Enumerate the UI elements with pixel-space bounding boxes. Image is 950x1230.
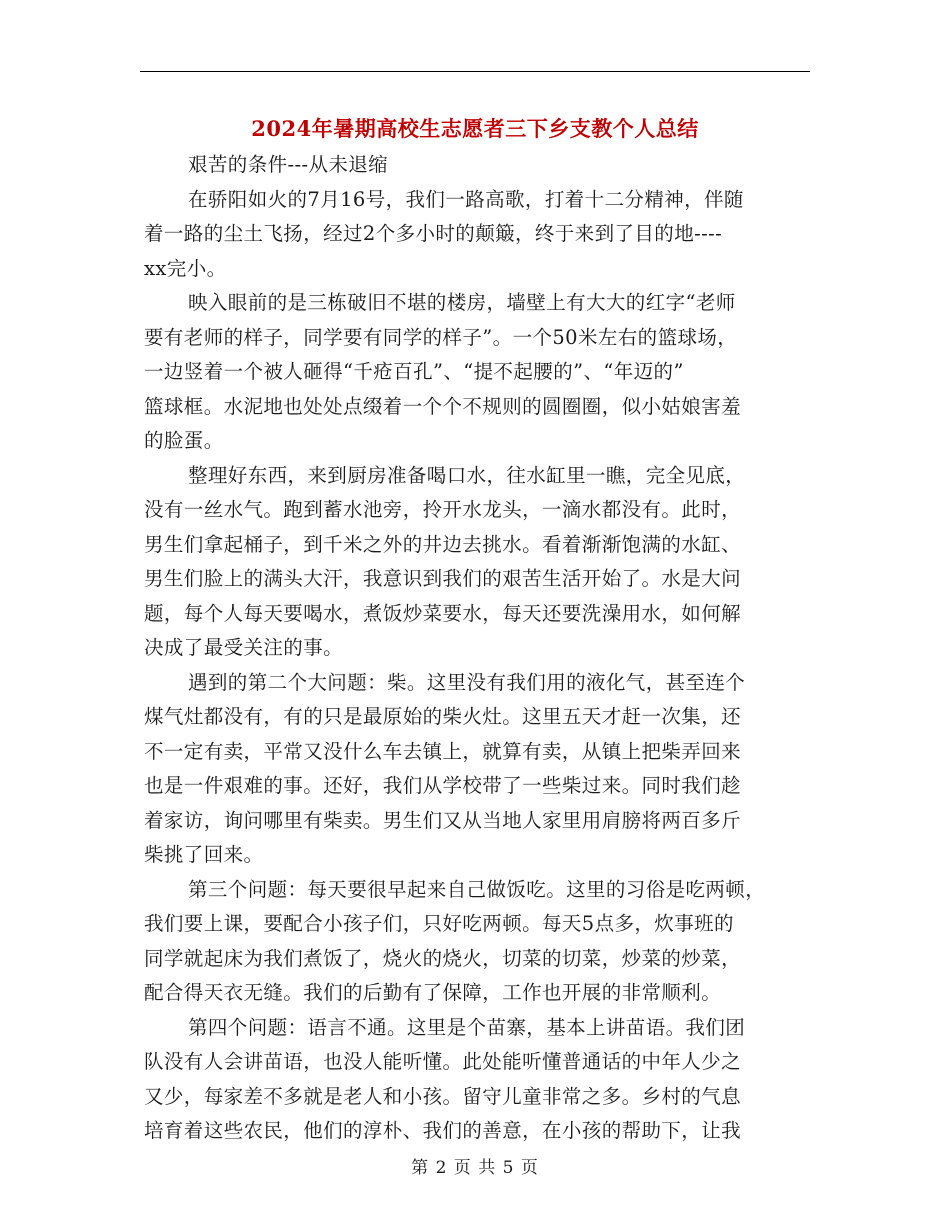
text-line: 柴挑了回来。 <box>144 843 264 866</box>
text-line: 遇到的第二个大问题：柴。这里没有我们用的液化气，甚至连个 <box>188 670 746 694</box>
text-line: 第三个问题：每天要很早起来自己做饭吃。这里的习俗是吃两顿， <box>188 877 766 901</box>
text-line: 在骄阳如火的7月16号，我们一路高歌，打着十二分精神，伴随 <box>188 187 744 211</box>
text-line: 煤气灶都没有，有的只是最原始的柴火灶。这里五天才赶一次集，还 <box>144 705 742 728</box>
text-line: 要有老师的样子，同学要有同学的样子”。一个50米左右的篮球场， <box>144 325 738 349</box>
header-rule <box>140 71 810 72</box>
text-line: 不一定有卖，平常又没什么车去镇上，就算有卖，从镇上把柴弄回来 <box>144 739 742 763</box>
text-line: xx完小。 <box>144 256 227 280</box>
text-line: 没有一丝水气。跑到蓄水池旁，拎开水龙头，一滴水都没有。此时， <box>144 498 742 521</box>
text-line: 决成了最受关注的事。 <box>144 636 344 659</box>
text-line: 第四个问题：语言不通。这里是个苗寨，基本上讲苗语。我们团 <box>188 1015 746 1039</box>
text-line: 艰苦的条件---从未退缩 <box>188 153 389 176</box>
text-line: 也是一件艰难的事。还好，我们从学校带了一些柴过来。同时我们趁 <box>144 774 742 797</box>
text-line: 队没有人会讲苗语，也没人能听懂。此处能听懂普通话的中年人少之 <box>144 1050 742 1073</box>
text-line: 着家访，询问哪里有柴卖。男生们又从当地人家里用肩膀将两百多斤 <box>144 808 742 832</box>
text-line: 配合得天衣无缝。我们的后勤有了保障，工作也开展的非常顺利。 <box>144 981 722 1004</box>
page-number: 第 2 页 共 5 页 <box>411 1158 539 1178</box>
text-line: 一边竖着一个被人砸得“千疮百孔”、“提不起腰的”、“年迈的” <box>144 360 684 383</box>
text-line: 培育着这些农民，他们的淳朴、我们的善意，在小孩的帮助下，让我 <box>144 1119 742 1142</box>
text-line: 同学就起床为我们煮饭了，烧火的烧火，切菜的切菜，炒菜的炒菜， <box>144 946 742 970</box>
text-line: 又少，每家差不多就是老人和小孩。留守儿童非常之多。乡村的气息 <box>144 1084 742 1108</box>
text-line: 男生们脸上的满头大汗，我意识到我们的艰苦生活开始了。水是大问 <box>144 567 742 590</box>
text-line: 我们要上课，要配合小孩子们，只好吃两顿。每天5点多，炊事班的 <box>144 912 734 935</box>
text-line: 的脸蛋。 <box>144 429 224 452</box>
text-line: 篮球框。水泥地也处处点缀着一个个不规则的圆圈圈，似小姑娘害羞 <box>144 394 742 418</box>
document-title: 2024年暑期高校生志愿者三下乡支教个人总结 <box>251 116 699 141</box>
text-line: 着一路的尘土飞扬，经过2个多小时的颠簸，终于来到了目的地---- <box>144 222 723 245</box>
text-line: 映入眼前的是三栋破旧不堪的楼房，墙壁上有大大的红字“老师 <box>188 291 736 314</box>
text-line: 题，每个人每天要喝水，煮饭炒菜要水，每天还要洗澡用水，如何解 <box>144 601 742 625</box>
document-body <box>144 148 796 1149</box>
text-line: 整理好东西，来到厨房准备喝口水，往水缸里一瞧，完全见底， <box>188 463 746 487</box>
text-line: 男生们拿起桶子，到千米之外的井边去挑水。看着渐渐饱满的水缸、 <box>144 532 742 556</box>
